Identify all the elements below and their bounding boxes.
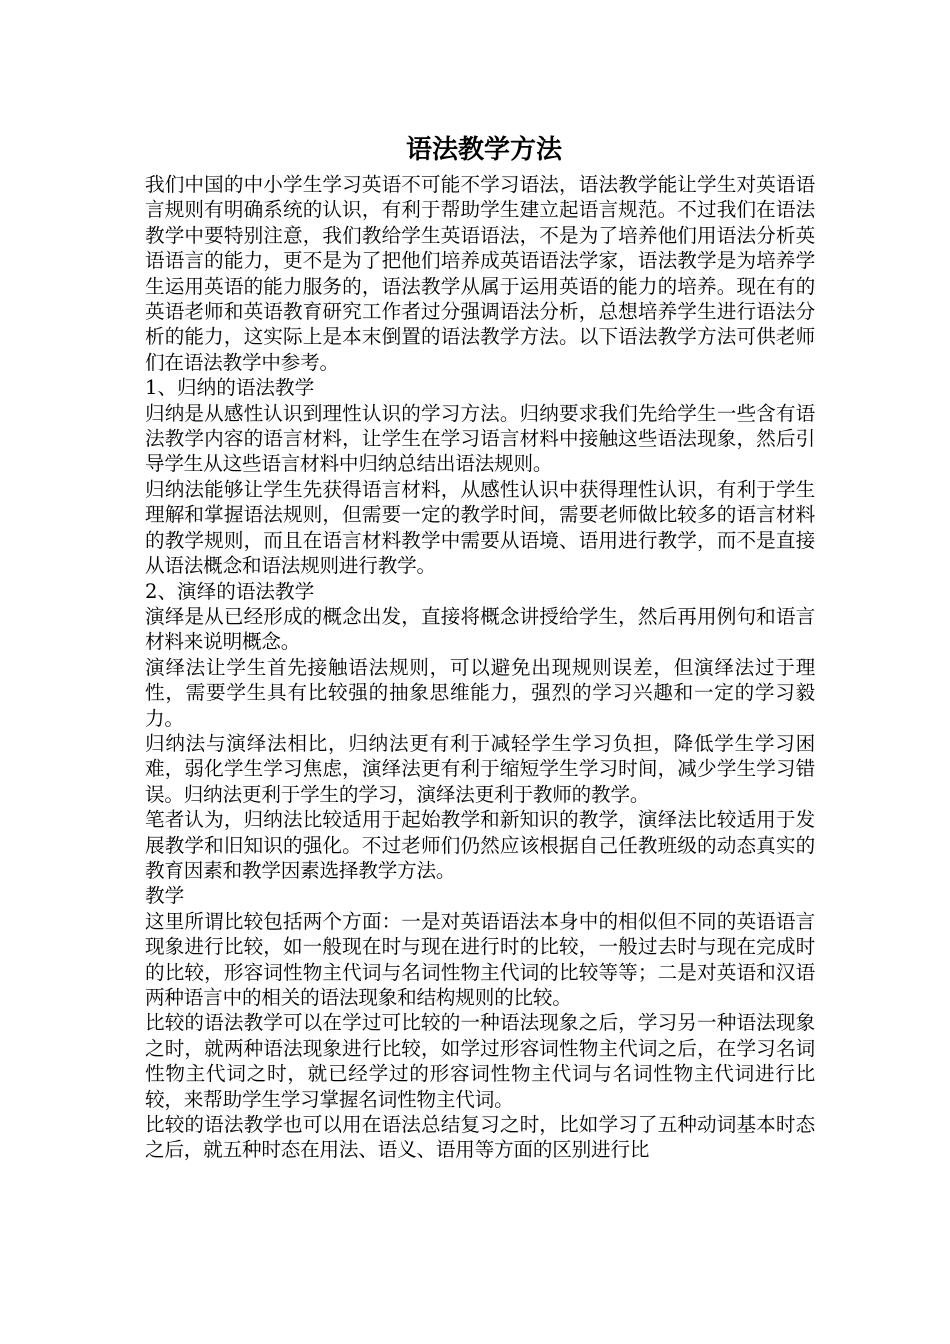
body-paragraph: 比较的语法教学可以在学过可比较的一种语法现象之后，学习另一种语法现象之时，就两种语法现象进行比较，如学过形容词性物主代词之后，在学习名词性物主代词之时，就已经学过的形容词性物主代词与名词性物主代词进行比较，来帮助学生学习掌握名词性物主代词。 [145,1011,815,1111]
body-paragraph: 我们中国的中小学生学习英语不可能不学习语法，语法教学能让学生对英语语言规则有明确系统的认识，有利于帮助学生建立起语言规范。不过我们在语法教学中要特别注意，我们教给学生英语语法，不是为了培养他们用语法分析英语语言的能力，更不是为了把他们培养成英语语法学家，语法教学是为培养学生运用英语的能力服务的，语法教学从属于运用英语的能力的培养。现在有的英语老师和英语教育研究工作者过分强调语法分析，总想培养学生进行语法分析的能力，这实际上是本末倒置的语法教学方法。以下语法教学方法可供老师们在语法教学中参考。 [145,173,815,374]
document-page [145,128,815,1163]
document-body [145,172,815,1163]
body-paragraph: 这里所谓比较包括两个方面：一是对英语语法本身中的相似但不同的英语语言现象进行比较，如一般现在时与现在进行时的比较，一般过去时与现在完成时的比较，形容词性物主代词与名词性物主代词的比较等等；二是对英语和汉语两种语言中的相关的语法现象和结构规则的比较。 [145,909,815,1009]
body-paragraph: 比较的语法教学也可以用在语法总结复习之时，比如学习了五种动词基本时态之后，就五种时态在用法、语义、语用等方面的区别进行比 [145,1113,815,1162]
body-paragraph: 笔者认为，归纳法比较适用于起始教学和新知识的教学，演绎法比较适用于发展教学和旧知识的强化。不过老师们仍然应该根据自己任教班级的动态真实的教育因素和教学因素选择教学方法。 [145,808,815,882]
body-paragraph: 归纳法与演绎法相比，归纳法更有利于减轻学生学习负担，降低学生学习困难，弱化学生学习焦虑，演绎法更有利于缩短学生学习时间，减少学生学习错误。归纳法更利于学生的学习，演绎法更利于教师的教学。 [145,731,815,806]
body-paragraph: 演绎法让学生首先接触语法规则，可以避免出现规则误差，但演绎法过于理性，需要学生具有比较强的抽象思维能力，强烈的学习兴趣和一定的学习毅力。 [145,655,815,730]
section-heading: 教学 [145,884,185,908]
section-heading: 2、演绎的语法教学 [145,579,315,603]
section-heading: 1、归纳的语法教学 [145,376,315,400]
body-paragraph: 归纳法能够让学生先获得语言材料，从感性认识中获得理性认识，有利于学生理解和掌握语法规则，但需要一定的教学时间，需要老师做比较多的语言材料的教学规则，而且在语言材料教学中需要从语境、语用进行教学，而不是直接从语法概念和语法规则进行教学。 [145,477,815,578]
body-paragraph: 归纳是从感性认识到理性认识的学习方法。归纳要求我们先给学生一些含有语法教学内容的语言材料，让学生在学习语言材料中接触这些语法现象，然后引导学生从这些语言材料中归纳总结出语法规则。 [145,401,815,476]
document-title: 语法教学方法 [405,135,562,165]
body-paragraph: 演绎是从已经形成的概念出发，直接将概念讲授给学生，然后再用例句和语言材料来说明概念。 [145,604,815,654]
